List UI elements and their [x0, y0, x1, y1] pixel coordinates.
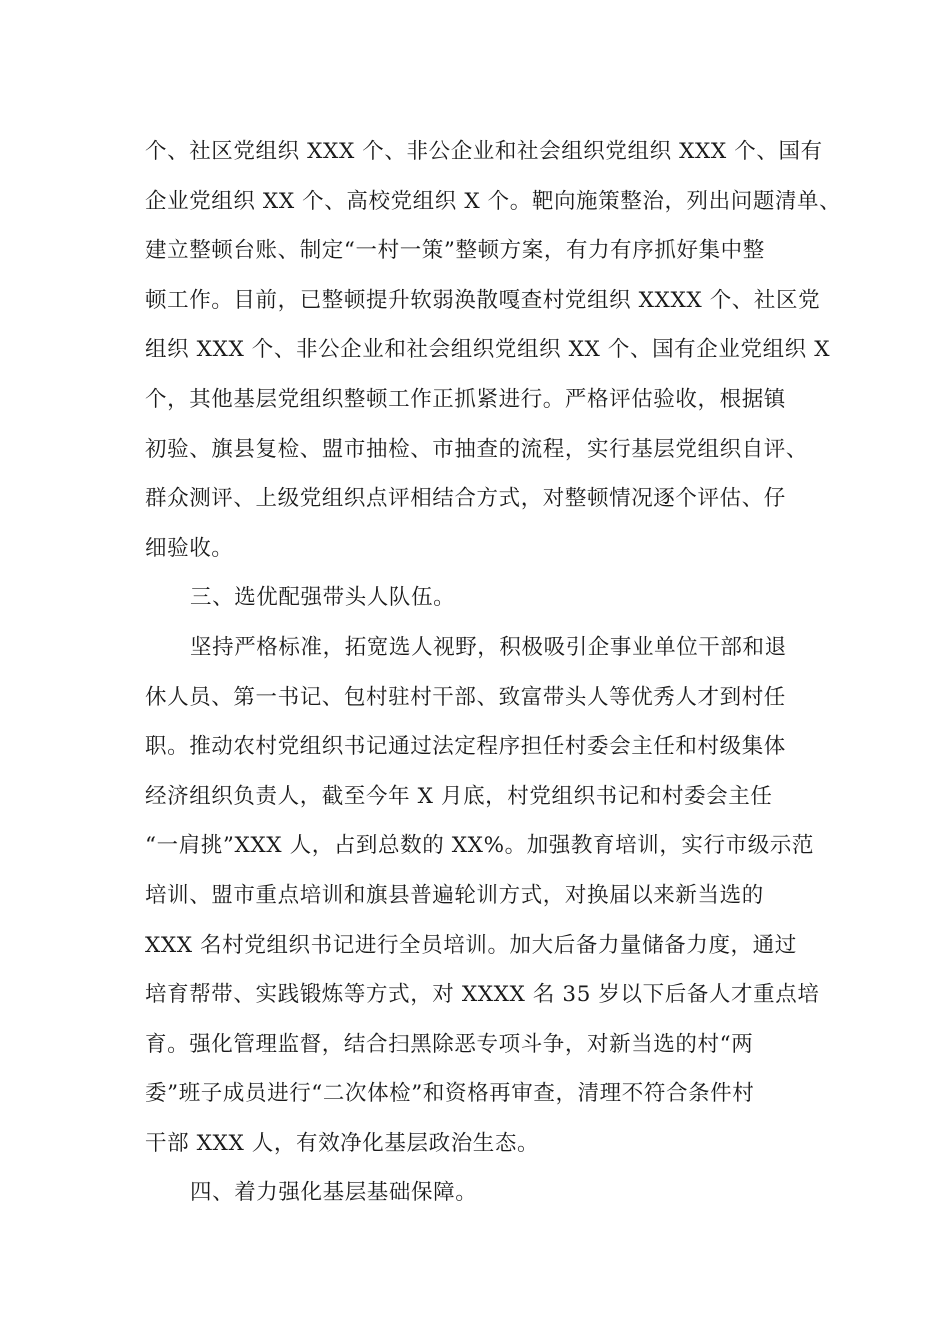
text-line: 育。强化管理监督，结合扫黑除恶专项斗争，对新当选的村“两	[145, 1031, 754, 1057]
text-line: 休人员、第一书记、包村驻村干部、致富带头人等优秀人才到村任	[145, 684, 786, 710]
text-line: 培训、盟市重点培训和旗县普遍轮训方式，对换届以来新当选的	[145, 882, 764, 908]
heading-line: 四、着力强化基层基础保障。	[190, 1180, 478, 1206]
section-heading-3	[145, 573, 835, 623]
section-heading-4	[145, 1168, 835, 1218]
heading-line: 三、选优配强带头人队伍。	[190, 585, 456, 611]
text-line: 群众测评、上级党组织点评相结合方式，对整顿情况逐个评估、仔	[145, 486, 786, 512]
text-line: 建立整顿台账、制定“一村一策”整顿方案，有力有序抓好集中整	[145, 238, 765, 264]
paragraph-rectification	[145, 127, 842, 573]
document-body	[145, 127, 842, 1218]
text-line: 个，其他基层党组织整顿工作正抓紧进行。严格评估验收，根据镇	[145, 386, 786, 412]
text-line: 坚持严格标准，拓宽选人视野，积极吸引企事业单位干部和退	[190, 634, 787, 660]
text-line: 个、社区党组织 XXX 个、非公企业和社会组织党组织 XXX 个、国有	[145, 139, 823, 164]
text-line: 培育帮带、实践锻炼等方式，对 XXXX 名 35 岁以下后备人才重点培	[145, 982, 820, 1008]
text-line: 职。推动农村党组织书记通过法定程序担任村委会主任和村级集体	[145, 734, 786, 760]
text-line: 初验、旗县复检、盟市抽检、市抽查的流程，实行基层党组织自评、	[145, 436, 809, 462]
paragraph-leaders	[145, 623, 835, 1169]
text-line: “一肩挑”XXX 人，占到总数的 XX%。加强教育培训，实行市级示范	[145, 833, 815, 859]
text-line: 企业党组织 XX 个、高校党组织 X 个。靶向施策整治，列出问题清单、	[145, 188, 842, 214]
text-line: 细验收。	[145, 535, 234, 561]
text-line: XXX 名村党组织书记进行全员培训。加大后备力量储备力度，通过	[145, 932, 797, 958]
text-line: 干部 XXX 人，有效净化基层政治生态。	[145, 1130, 540, 1156]
text-line: 经济组织负责人，截至今年 X 月底，村党组织书记和村委会主任	[145, 783, 773, 809]
text-line: 委”班子成员进行“二次体检”和资格再审查，清理不符合条件村	[145, 1081, 755, 1107]
text-line: 顿工作。目前，已整顿提升软弱涣散嘎查村党组织 XXXX 个、社区党	[145, 287, 821, 313]
text-line: 组织 XXX 个、非公企业和社会组织党组织 XX 个、国有企业党组织 X	[145, 337, 831, 363]
